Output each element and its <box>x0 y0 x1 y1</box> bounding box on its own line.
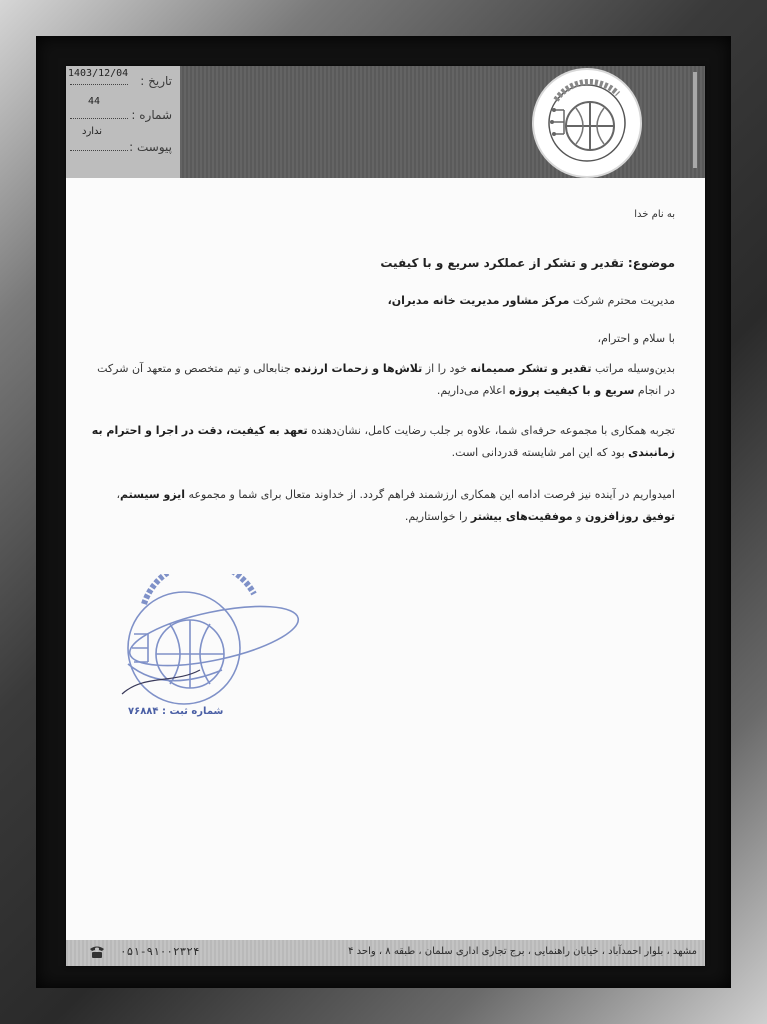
footer-address: مشهد ، بلوار احمدآباد ، خیابان راهنمایی ، برج تجاری اداری سلمان ، طبقه ۸ ، واحد ۴ <box>348 946 697 957</box>
date-row <box>66 70 180 94</box>
date-dots <box>70 84 128 85</box>
p1-bold-b: تقدیر و تشکر صمیمانه <box>470 362 592 375</box>
company-logo <box>534 70 640 176</box>
paragraph-3 <box>87 484 675 528</box>
p2-text-a: تجربه همکاری با مجموعه حرفه‌ای شما، علاوه بر جلب رضایت کامل، نشان‌دهنده <box>307 424 675 437</box>
p3-text-g: را خواستاریم. <box>404 510 471 523</box>
date-value: 1403/12/04 <box>68 68 129 79</box>
number-label: شماره : <box>131 108 172 122</box>
stamp-seal-icon <box>104 574 304 724</box>
p1-bold-d: تلاش‌ها و زحمات ارزنده <box>294 362 423 375</box>
greeting: با سلام و احترام، <box>597 332 675 345</box>
number-value: 44 <box>88 96 101 107</box>
letter-subject: موضوع: تقدیر و تشکر از عملکرد سریع و با کیفیت <box>380 256 675 270</box>
telephone-icon <box>88 945 106 959</box>
addressee-name: مرکز مشاور مدیریت خانه مدیران، <box>387 294 570 307</box>
letter-footer <box>66 940 705 966</box>
p3-bold-f: موفقیت‌های بیشتر <box>470 510 573 523</box>
letterhead-stripe <box>693 72 697 168</box>
p3-text-a: امیدواریم در آینده نیز فرصت ادامه این همکاری ارزشمند فراهم گردد. از خداوند متعال برای شما و مجموعه <box>185 488 675 501</box>
attachment-row <box>66 126 180 160</box>
number-dots <box>70 118 128 119</box>
addressee-prefix: مدیریت محترم شرکت <box>569 294 675 307</box>
p2-text-c: بود که این امر شایسته قدردانی است. <box>451 446 629 459</box>
globe-circuit-icon <box>534 70 640 176</box>
p1-text-c: خود را از <box>422 362 471 375</box>
p3-bold-d: توفیق روزافزون <box>584 510 675 523</box>
p2-bold-b: تعهد به کیفیت، دقت در اجرا و احترام به زمانبندی <box>91 424 675 459</box>
footer-phone: ۰۵۱-۹۱۰۰۲۳۲۴ <box>120 945 200 958</box>
number-row <box>66 96 180 128</box>
attachment-value: ندارد <box>82 126 103 137</box>
p3-text-e: و <box>572 510 585 523</box>
p3-text-c: ، <box>116 488 121 501</box>
p1-text-a: بدین‌وسیله مراتب <box>591 362 675 375</box>
attachment-label: پیوست : <box>129 140 172 154</box>
p1-text-g: اعلام می‌داریم. <box>436 384 510 397</box>
attachment-dots <box>70 150 128 151</box>
p1-text-e: جنابعالی و تیم متخصص و متعهد آن شرکت در انجام <box>97 362 675 397</box>
addressee <box>388 290 675 312</box>
salutation: به نام خدا <box>634 209 675 220</box>
letter-page <box>66 66 705 966</box>
letterhead-band <box>66 66 705 178</box>
company-stamp <box>104 574 304 724</box>
letter-meta-box <box>66 66 180 178</box>
date-label: تاریخ : <box>140 74 172 88</box>
paragraph-2 <box>87 420 675 464</box>
stamp-registration: شماره ثبت : ۷۶۸۸۴ <box>128 706 224 717</box>
p1-bold-f: سریع و با کیفیت پروژه <box>509 384 635 397</box>
p3-bold-b: ایزو سیستم <box>120 488 186 501</box>
paragraph-1 <box>87 358 675 402</box>
